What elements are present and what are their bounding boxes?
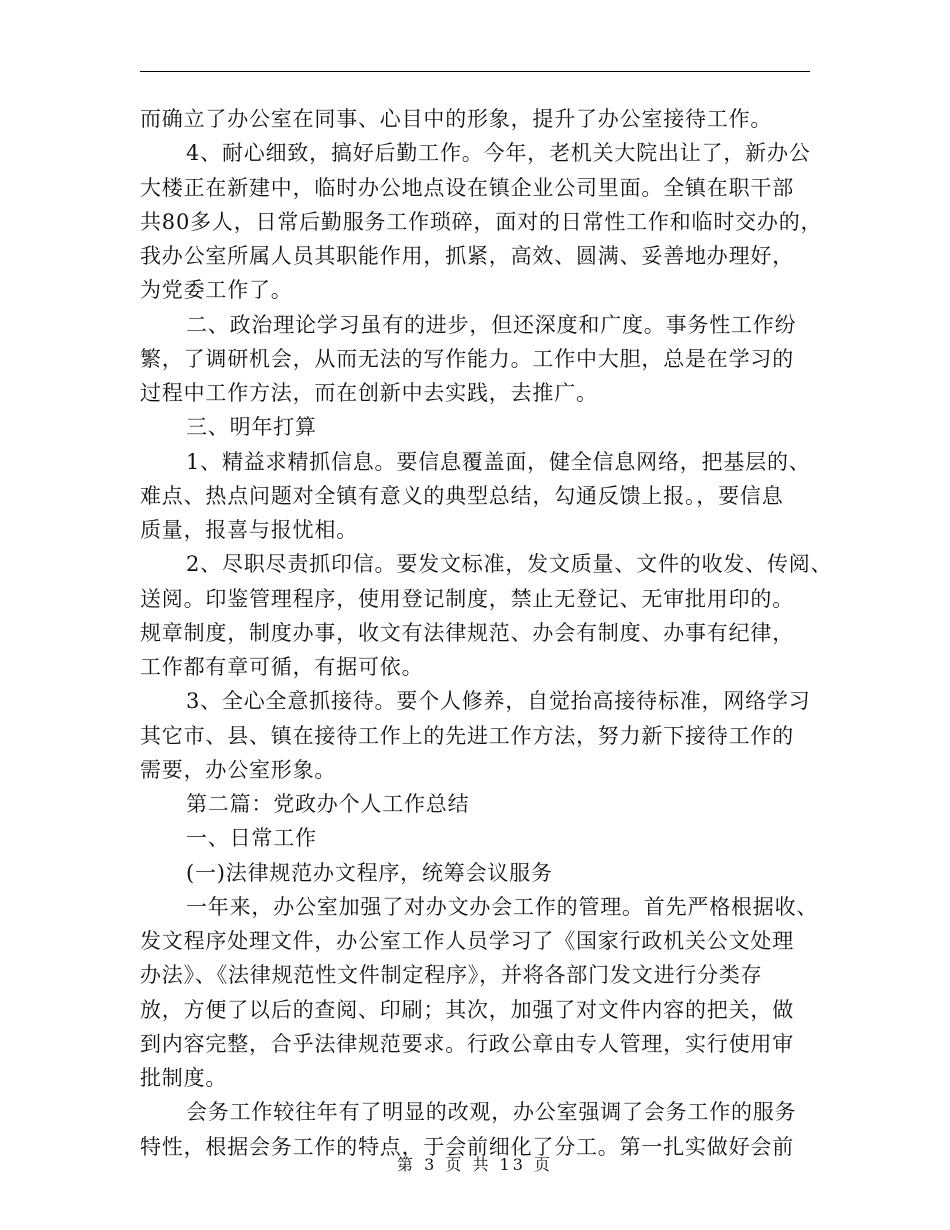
text-line: 需要，办公室形象。 (140, 757, 337, 782)
text-line: 三、明年打算 (186, 415, 317, 440)
text-line: 一年来，办公室加强了对办文办会工作的管理。首先严格根据收、 (186, 894, 819, 919)
text-line: 共80多人，日常后勤服务工作琐碎，面对的日常性工作和临时交办的， (140, 209, 823, 234)
text-line: 规章制度，制度办事，收文有法律规范、办会有制度、办事有纪律， (140, 620, 794, 645)
text-line: 特性，根据会务工作的特点，于会前细化了分工。第一扎实做好会前 (140, 1134, 794, 1159)
text-line: 其它市、县、镇在接待工作上的先进工作方法，努力新下接待工作的 (140, 723, 794, 748)
document-body (140, 102, 833, 1164)
text-line: 送阅。印鉴管理程序，使用登记制度，禁止无登记、无审批用印的。 (140, 586, 794, 611)
text-line: 第二篇：党政办个人工作总结 (186, 792, 470, 816)
text-line: 质量，报喜与报忧相。 (140, 518, 358, 542)
text-line: 办法》、《法律规范性文件制定程序》，并将各部门发文进行分类存 (140, 963, 763, 988)
text-line: 3、全心全意抓接待。要个人修养，自觉抬高接待标准，网络学习 (186, 689, 811, 714)
text-line: 2、尽职尽责抓印信。要发文标准，发文质量、文件的收发、传阅、 (186, 552, 833, 577)
text-line: 一、日常工作 (186, 826, 317, 851)
header-rule (140, 71, 810, 72)
text-line: 我办公室所属人员其职能作用，抓紧，高效、圆满、妥善地办理好， (140, 244, 794, 268)
text-line: 二、政治理论学习虽有的进步，但还深度和广度。事务性工作纷 (186, 312, 797, 337)
text-line: 放，方便了以后的查阅、印刷；其次，加强了对文件内容的把关，做 (140, 997, 794, 1022)
text-line: (一)法律规范办文程序，统筹会议服务 (186, 860, 553, 885)
text-line: 为党委工作了。 (140, 278, 293, 303)
text-line: 到内容完整，合乎法律规范要求。行政公章由专人管理，实行使用审 (140, 1031, 794, 1056)
text-line: 工作都有章可循，有据可依。 (140, 655, 424, 679)
text-line: 难点、热点问题对全镇有意义的典型总结，勾通反馈上报。，要信息 (140, 483, 784, 508)
text-line: 大楼正在新建中，临时办公地点设在镇企业公司里面。全镇在职干部 (140, 175, 794, 200)
text-line: 发文程序处理文件，办公室工作人员学习了《国家行政机关公文处理 (140, 929, 794, 953)
text-line: 4、耐心细致，搞好后勤工作。今年，老机关大院出让了，新办公 (186, 141, 811, 166)
page-footer: 第 3 页 共 13 页 (397, 1155, 553, 1174)
text-line: 而确立了办公室在同事、心目中的形象，提升了办公室接待工作。 (140, 107, 773, 131)
text-line: 会务工作较往年有了明显的改观，办公室强调了会务工作的服务 (186, 1100, 797, 1125)
text-line: 繁，了调研机会，从而无法的写作能力。工作中大胆，总是在学习的 (140, 346, 794, 371)
text-line: 1、精益求精抓信息。要信息覆盖面，健全信息网络，把基层的、 (186, 449, 811, 474)
text-line: 批制度。 (140, 1066, 228, 1090)
text-line: 过程中工作方法，而在创新中去实践，去推广。 (140, 381, 598, 405)
